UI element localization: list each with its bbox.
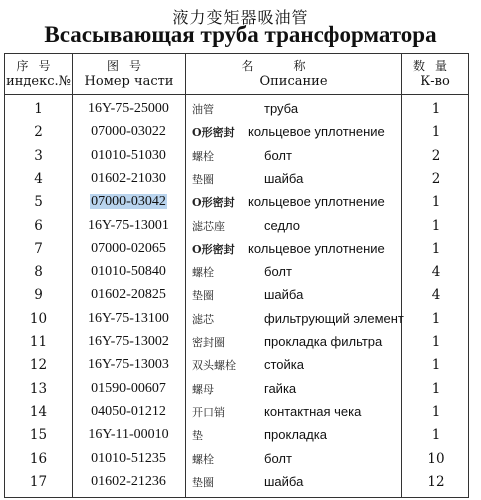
row-quantity: 2 (431, 170, 441, 187)
row-index: 6 (34, 217, 43, 234)
description-ru: кольцевое уплотнение (248, 240, 385, 256)
description-cn: 螺栓 (192, 149, 214, 163)
description-cn: 滤芯座 (192, 219, 225, 233)
description-cn: 垫圈 (192, 475, 214, 489)
table-row (5, 98, 468, 120)
row-description (192, 238, 400, 260)
header-part-ru: Номер части (84, 74, 174, 89)
header-description-cn: 名称 (241, 59, 346, 73)
part-number-text: 16Y-75-13100 (88, 310, 169, 326)
description-cn: 螺栓 (192, 452, 214, 466)
part-number-text: 07000-03022 (91, 124, 166, 140)
row-quantity: 1 (431, 310, 441, 327)
description-ru: стойка (264, 357, 305, 373)
description-cn: O形密封 (192, 242, 235, 256)
row-index: 2 (34, 124, 43, 141)
row-quantity: 1 (431, 217, 441, 234)
table-row (5, 378, 468, 400)
row-index: 4 (34, 170, 43, 187)
description-cn: O形密封 (192, 126, 235, 140)
row-description (192, 378, 400, 400)
row-description (192, 308, 404, 330)
row-index: 17 (29, 473, 48, 490)
title-russian: Всасывающая труба трансформатора (44, 22, 437, 47)
row-index: 9 (34, 287, 43, 304)
row-description (192, 331, 400, 353)
row-part-number (73, 191, 184, 213)
row-description (192, 401, 400, 423)
row-index: 16 (29, 450, 48, 467)
table-row (5, 308, 468, 330)
header-quantity (402, 59, 468, 89)
table-row (5, 331, 468, 353)
row-index: 14 (29, 403, 48, 420)
part-number-text: 01010-51030 (91, 147, 166, 163)
row-quantity: 1 (431, 380, 441, 397)
description-ru: труба (264, 101, 299, 116)
description-ru: шайба (264, 170, 304, 186)
row-index: 12 (29, 357, 48, 374)
row-quantity: 10 (427, 450, 445, 467)
row-part-number (73, 121, 184, 143)
row-part-number (73, 354, 184, 376)
description-cn: 双头螺栓 (192, 359, 236, 373)
description-ru: фильтрующий элемент (264, 310, 404, 326)
row-part-number (73, 284, 184, 306)
part-number-text: 16Y-75-13002 (88, 334, 169, 349)
part-number-text: 07000-02065 (91, 240, 166, 256)
row-description (192, 168, 400, 190)
description-ru: седло (264, 217, 300, 233)
description-ru: кольцевое уплотнение (248, 124, 385, 140)
table-row (5, 448, 468, 470)
header-index-ru: индекс.№ (6, 74, 71, 89)
table-row (5, 121, 468, 143)
description-cn: O形密封 (192, 196, 235, 210)
row-quantity: 1 (431, 194, 441, 211)
row-part-number (73, 215, 184, 237)
row-part-number (73, 308, 184, 330)
header-quantity-cn: 数量 (412, 59, 457, 73)
description-ru: шайба (264, 473, 304, 489)
part-number-text: 01602-21236 (91, 473, 166, 489)
part-number-text: 16Y-75-13001 (88, 217, 169, 233)
table-row (5, 401, 468, 423)
table-row (5, 168, 468, 190)
row-part-number (73, 471, 184, 493)
header-index-cn: 序号 (16, 59, 61, 73)
row-part-number (73, 261, 184, 283)
description-cn: 垫 (192, 429, 203, 443)
header-description (186, 59, 401, 89)
row-part-number (73, 378, 184, 400)
row-description (192, 261, 400, 283)
table-row (5, 191, 468, 213)
description-ru: болт (264, 450, 292, 466)
row-description (192, 215, 400, 237)
header-quantity-ru: К-во (420, 74, 450, 89)
row-index: 13 (29, 380, 48, 397)
header-index (5, 59, 72, 89)
table-row (5, 238, 468, 260)
row-part-number (73, 424, 184, 446)
row-description (192, 121, 400, 143)
description-cn: 油管 (192, 103, 214, 116)
row-description (192, 354, 400, 376)
row-index: 11 (29, 334, 48, 350)
part-number-text: 01602-20825 (91, 287, 166, 303)
parts-table (4, 53, 469, 498)
row-index: 10 (29, 310, 48, 327)
row-quantity: 1 (431, 357, 441, 374)
row-part-number (73, 331, 184, 353)
part-number-text: 01010-50840 (91, 264, 166, 280)
row-description (192, 471, 400, 493)
row-quantity: 1 (431, 334, 441, 350)
row-part-number (73, 98, 184, 120)
row-description (192, 448, 400, 470)
table-row (5, 261, 468, 283)
description-cn: 滤芯 (192, 312, 214, 326)
row-part-number (73, 168, 184, 190)
header-part (73, 59, 185, 89)
table-row (5, 284, 468, 306)
row-index: 15 (29, 427, 48, 444)
row-quantity: 1 (431, 124, 441, 141)
description-ru: шайба (264, 287, 304, 303)
description-ru: кольцевое уплотнение (248, 194, 385, 210)
row-quantity: 1 (431, 240, 441, 257)
row-description (192, 424, 400, 446)
description-cn: 垫圈 (192, 172, 214, 186)
header-description-ru: Описание (259, 74, 328, 89)
description-cn: 螺栓 (192, 266, 214, 280)
row-quantity: 12 (427, 473, 445, 490)
row-part-number (73, 145, 184, 167)
row-quantity: 1 (431, 403, 441, 420)
row-description (192, 191, 400, 213)
description-ru: контактная чека (264, 403, 362, 419)
part-number-text: 01602-21030 (91, 170, 166, 186)
row-index: 8 (34, 264, 43, 281)
header-part-cn: 图号 (106, 59, 151, 73)
description-cn: 密封圈 (192, 336, 225, 349)
description-ru: прокладка (264, 427, 327, 443)
part-number-text: 16Y-75-13003 (88, 357, 169, 373)
part-number-text: 16Y-11-00010 (88, 427, 169, 443)
part-number-text: 04050-01212 (91, 403, 166, 419)
header-divider (5, 94, 468, 95)
part-number-text: 01010-51235 (91, 450, 166, 466)
description-cn: 开口销 (192, 405, 225, 419)
table-row (5, 215, 468, 237)
description-cn: 螺母 (192, 382, 214, 396)
row-description (192, 98, 400, 120)
row-index: 1 (34, 101, 43, 117)
row-quantity: 4 (431, 264, 441, 281)
row-index: 5 (34, 194, 43, 211)
part-number-text: 07000-03042 (91, 194, 166, 210)
description-ru: прокладка фильтра (264, 334, 383, 349)
row-index: 7 (34, 240, 43, 257)
table-row (5, 424, 468, 446)
table-row (5, 354, 468, 376)
row-index: 3 (34, 147, 43, 164)
row-quantity: 1 (431, 427, 441, 444)
table-row (5, 471, 468, 493)
row-part-number (73, 401, 184, 423)
description-ru: болт (264, 147, 292, 163)
description-ru: болт (264, 264, 292, 280)
row-quantity: 1 (431, 101, 441, 117)
table-row (5, 145, 468, 167)
row-quantity: 4 (431, 287, 441, 304)
row-part-number (73, 448, 184, 470)
description-cn: 垫圈 (192, 289, 214, 303)
row-part-number (73, 238, 184, 260)
row-description (192, 145, 400, 167)
row-quantity: 2 (431, 147, 441, 164)
row-description (192, 284, 400, 306)
part-number-text: 01590-00607 (91, 380, 166, 396)
part-number-text: 16Y-75-25000 (88, 101, 169, 116)
description-ru: гайка (264, 380, 297, 396)
title-chinese: 液力变矩器吸油管 (172, 8, 309, 27)
